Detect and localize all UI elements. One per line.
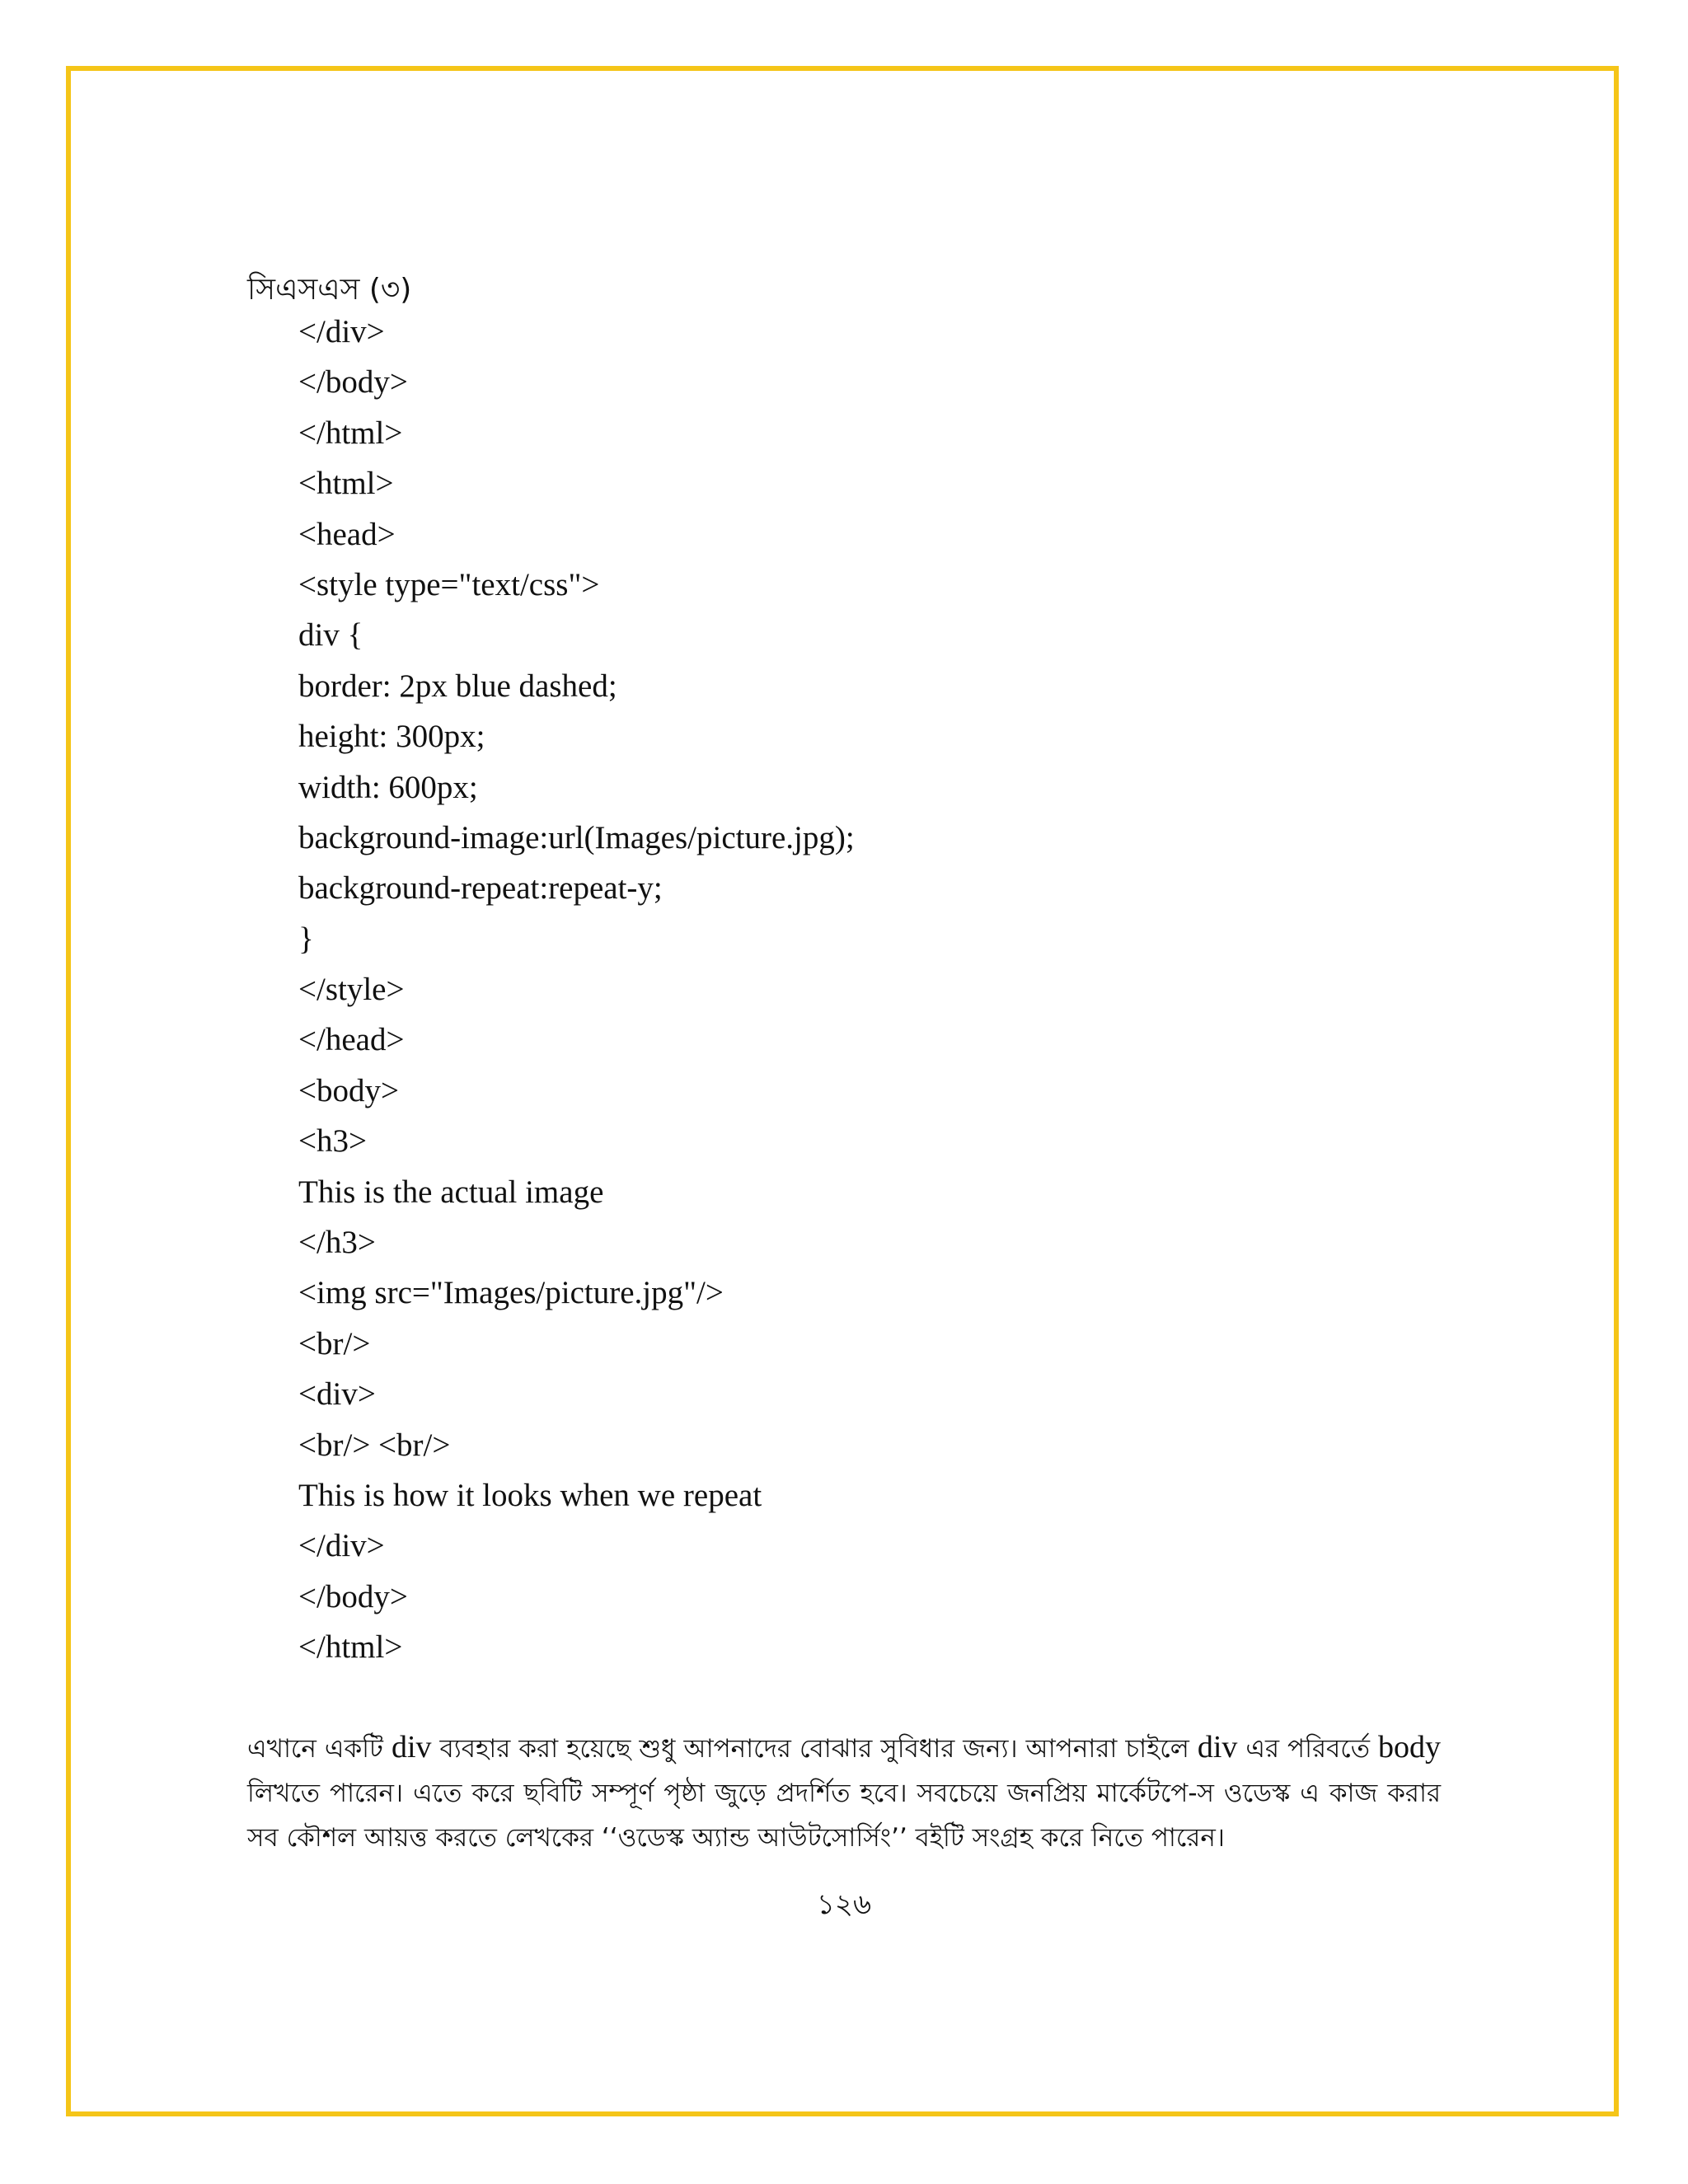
page-number: ১২৬ — [816, 1888, 872, 1921]
code-line: <html> — [298, 466, 394, 502]
paragraph-term-body: body — [1377, 1730, 1441, 1765]
code-line: } — [298, 921, 314, 957]
code-line: background-repeat:repeat-y; — [298, 870, 663, 907]
code-line: <body> — [298, 1072, 399, 1108]
code-line: </head> — [298, 1022, 405, 1058]
paragraph-text: এর পরিবর্তে — [1237, 1734, 1378, 1764]
paragraph-text: এখানে একটি — [247, 1734, 392, 1764]
code-line: <div> — [298, 1376, 376, 1413]
paragraph-term-div: div — [1197, 1730, 1238, 1765]
body-paragraph — [247, 1725, 1441, 1860]
code-line: div { — [298, 617, 363, 654]
code-line: <br/> <br/> — [298, 1427, 451, 1463]
code-line: </h3> — [298, 1225, 376, 1261]
code-line: <br/> — [298, 1325, 371, 1361]
code-line: </style> — [298, 972, 405, 1008]
code-line: </html> — [298, 1629, 403, 1666]
code-line: </html> — [298, 415, 403, 451]
code-line: This is how it looks when we repeat — [298, 1477, 762, 1513]
code-block — [298, 307, 1452, 1673]
code-line: This is the actual image — [298, 1174, 604, 1210]
code-line: background-image:url(Images/picture.jpg); — [298, 819, 855, 855]
code-line: border: 2px blue dashed; — [298, 668, 617, 704]
code-line: </div> — [298, 314, 385, 349]
code-line: height: 300px; — [298, 719, 485, 755]
section-title: সিএসএস (৩) — [247, 273, 412, 307]
paragraph-text: লিখতে পারেন। এতে করে ছবিটি সম্পূর্ণ পৃষ্ঠা জুড়ে প্রদর্শিত হবে। সবচেয়ে জনপ্রিয় মার্কেটপে-স ওডেস্ক এ কাজ করার সব কৌশল আয়ত্ত করতে লেখকের ‘‘ওডেস্ক অ্যান্ড আউটসোর্সিং’’ বইটি সংগ্রহ করে নিতে পারেন। — [247, 1779, 1441, 1853]
code-line: </div> — [298, 1528, 385, 1564]
code-line: <h3> — [298, 1123, 367, 1160]
paragraph-text: ব্যবহার করা হয়েছে শুধু আপনাদের বোঝার সুবিধার জন্য। আপনারা চাইলে — [431, 1734, 1198, 1764]
code-line: </body> — [298, 364, 408, 401]
code-line: <style type="text/css"> — [298, 566, 600, 602]
code-line: <head> — [298, 516, 396, 552]
code-line: width: 600px; — [298, 769, 478, 805]
code-line: </body> — [298, 1578, 408, 1615]
paragraph-term-div: div — [391, 1730, 432, 1765]
code-line: <img src="Images/picture.jpg"/> — [298, 1275, 724, 1311]
